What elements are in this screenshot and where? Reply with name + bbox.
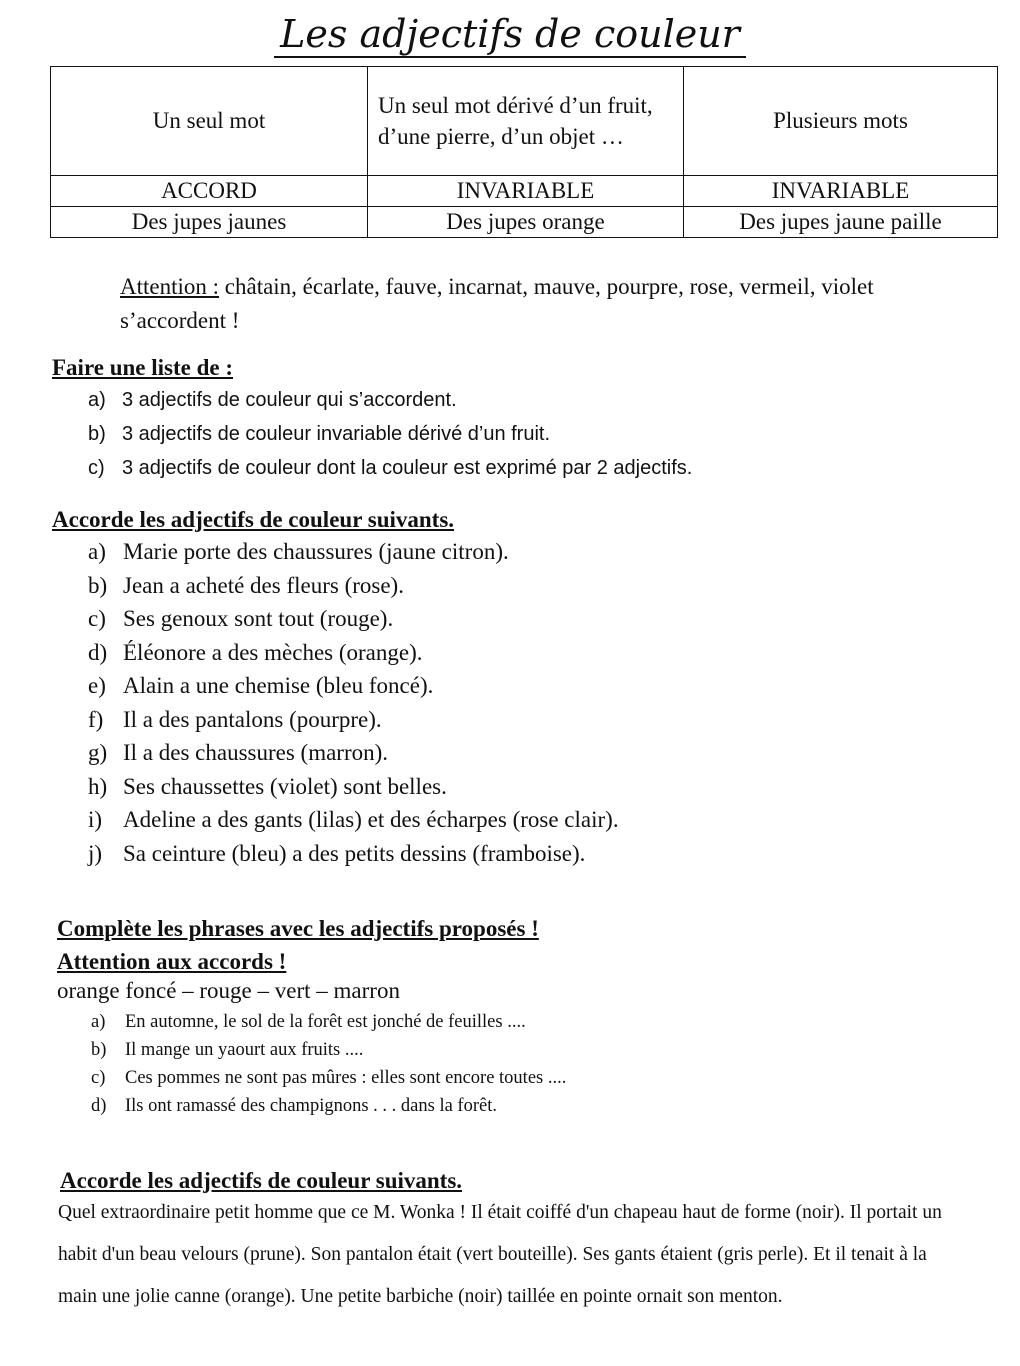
list-item xyxy=(88,417,692,451)
list-item xyxy=(88,636,619,670)
exercise-paragraph: Quel extraordinaire petit homme que ce M. Wonka ! Il était coiffé d'un chapeau haut de forme (noir). Il portait un habit d'un beau velours (prune). Son pantalon était (vert bouteille). Ses gants étaient (gris perle). Et il tenait à la main une jolie canne (orange). Une petite barbiche (noir) taillée en pointe ornait son menton. xyxy=(58,1202,942,1307)
attention-text: châtain, écarlate, fauve, incarnat, mauve, pourpre, rose, vermeil, violet s’accordent ! xyxy=(120,274,874,333)
list-marker: g) xyxy=(88,740,108,765)
list-marker: a) xyxy=(88,539,106,564)
list-text: 3 adjectifs de couleur qui s’accordent. xyxy=(122,389,457,411)
section-heading: Faire une liste de : xyxy=(52,355,233,380)
table-cell: Plusieurs mots xyxy=(684,67,998,176)
list-text: Adeline a des gants (lilas) et des écharpes (rose clair). xyxy=(123,807,619,832)
exercise-list xyxy=(91,1008,566,1120)
list-text: Alain a une chemise (bleu foncé). xyxy=(123,673,434,698)
list-text: En automne, le sol de la forêt est jonché de feuilles .... xyxy=(125,1012,526,1032)
list-item xyxy=(88,602,619,636)
list-item xyxy=(91,1092,566,1120)
list-marker: c) xyxy=(88,457,105,479)
list-text: Ses genoux sont tout (rouge). xyxy=(123,606,394,631)
table-cell: INVARIABLE xyxy=(684,176,998,207)
list-marker: i) xyxy=(88,807,103,832)
page-title: Les adjectifs de couleur xyxy=(0,12,1020,56)
list-text: Il a des chaussures (marron). xyxy=(123,740,389,765)
attention-label: Attention : xyxy=(120,274,220,299)
list-marker: c) xyxy=(88,606,106,631)
list-marker: a) xyxy=(88,389,106,411)
list-text: Jean a acheté des fleurs (rose). xyxy=(123,572,404,598)
list-item xyxy=(88,451,692,485)
list-item xyxy=(88,383,692,417)
section-heading: Accorde les adjectifs de couleur suivants. xyxy=(52,507,455,532)
list-item xyxy=(91,1008,566,1036)
list-text: Ses chaussettes (violet) sont belles. xyxy=(123,773,447,799)
list-item xyxy=(88,703,619,737)
list-marker: c) xyxy=(91,1068,106,1088)
list-item xyxy=(88,803,619,837)
list-text: 3 adjectifs de couleur invariable dérivé d’un fruit. xyxy=(122,423,551,445)
table-cell: Des jupes jaune paille xyxy=(684,207,998,238)
section-heading: Accorde les adjectifs de couleur suivants. xyxy=(60,1168,463,1193)
list-item xyxy=(88,770,619,804)
list-marker: f) xyxy=(88,706,104,732)
list-item xyxy=(88,569,619,603)
section-heading: Complète les phrases avec les adjectifs proposés ! xyxy=(57,916,539,941)
table-cell: Un seul mot dérivé d’un fruit, d’une pierre, d’un objet … xyxy=(368,67,684,176)
list-item xyxy=(88,535,619,569)
table-cell: ACCORD xyxy=(51,176,368,207)
list-item xyxy=(88,736,619,770)
list-text: Ils ont ramassé des champignons . . . dans la forêt. xyxy=(125,1096,497,1116)
table-row-examples xyxy=(51,207,998,238)
list-item xyxy=(88,669,619,703)
table-row-rule xyxy=(51,176,998,207)
list-item xyxy=(91,1036,566,1064)
exercise-list xyxy=(88,383,692,485)
list-marker: b) xyxy=(91,1040,107,1060)
exercise-list xyxy=(88,535,619,870)
list-marker: a) xyxy=(91,1012,106,1032)
list-item xyxy=(91,1064,566,1092)
section-subheading: Attention aux accords ! xyxy=(57,949,287,974)
list-marker: j) xyxy=(88,840,103,866)
list-marker: d) xyxy=(88,639,108,665)
list-marker: b) xyxy=(88,572,108,598)
table-cell: Des jupes jaunes xyxy=(51,207,368,238)
rules-table xyxy=(50,66,998,238)
list-text: Ces pommes ne sont pas mûres : elles sont encore toutes .... xyxy=(125,1068,567,1088)
table-cell: Un seul mot xyxy=(51,67,368,176)
list-text: Éléonore a des mèches (orange). xyxy=(123,639,423,665)
list-marker: e) xyxy=(88,673,106,698)
list-marker: b) xyxy=(88,423,106,445)
list-text: Il mange un yaourt aux fruits .... xyxy=(125,1040,364,1060)
table-cell: Des jupes orange xyxy=(368,207,684,238)
list-marker: h) xyxy=(88,773,108,799)
proposed-adjectives: orange foncé – rouge – vert – marron xyxy=(57,978,400,1003)
list-text: Il a des pantalons (pourpre). xyxy=(123,706,382,732)
list-item xyxy=(88,837,619,871)
list-text: Sa ceinture (bleu) a des petits dessins (framboise). xyxy=(123,840,586,866)
list-text: 3 adjectifs de couleur dont la couleur est exprimé par 2 adjectifs. xyxy=(122,457,693,479)
table-cell: INVARIABLE xyxy=(368,176,684,207)
list-marker: d) xyxy=(91,1096,107,1116)
list-text: Marie porte des chaussures (jaune citron). xyxy=(123,539,509,564)
table-row-headers xyxy=(51,67,998,176)
attention-note xyxy=(120,270,880,338)
